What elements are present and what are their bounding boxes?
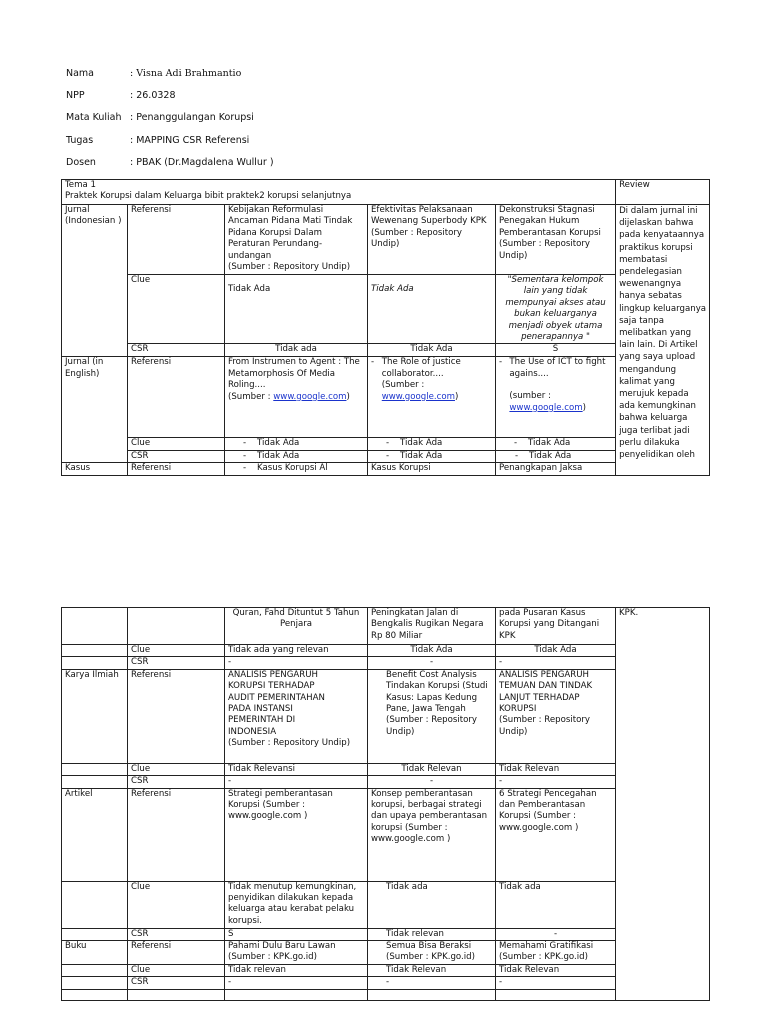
ref-source: (Sumber : Repository Undip)	[499, 715, 590, 737]
clue-cell: Tidak relevan	[225, 965, 368, 977]
csr-cell: Tidak ada	[225, 344, 368, 357]
clue-cell	[368, 438, 496, 450]
ref-title: ANALISIS PENGARUH TEMUAN DAN TINDAK LANJUT TERHADAP KORUPSI	[499, 669, 593, 715]
csr-cell: -	[225, 977, 368, 989]
jurnal-id-ref-3	[496, 205, 616, 275]
header-value: : 26.0328	[130, 90, 176, 101]
empty-cell	[128, 608, 225, 645]
empty-cell	[62, 881, 128, 928]
bullet-dash: -	[386, 450, 390, 461]
csr-cell: -	[225, 776, 368, 788]
empty-cell	[368, 989, 496, 1000]
csr-cell	[496, 450, 616, 462]
csr-value: Tidak Ada	[400, 450, 443, 461]
clue-quote: "Sementara kelompok lain yang tidak mempunyai akses atau bukan keluarganya menjadi obyek utama penerapannya "	[496, 275, 616, 344]
header-label: Dosen	[66, 157, 96, 168]
csr-label: CSR	[128, 977, 225, 989]
buku-ref-1: Pahami Dulu Baru Lawan (Sumber : KPK.go.id)	[225, 941, 368, 965]
ref-title: Efektivitas Pelaksanaan Wewenang Superbody KPK	[371, 205, 487, 227]
empty-cell	[62, 977, 128, 989]
source-close: )	[454, 391, 459, 402]
csr-cell: -	[368, 657, 496, 669]
clue-cell: Tidak ada	[368, 881, 496, 928]
csr-label: CSR	[128, 928, 225, 940]
ref-source: (Sumber : Repository Undip)	[371, 227, 462, 250]
jurnal-en-ref-2	[368, 357, 496, 438]
clue-value: Tidak Ada	[228, 284, 271, 294]
ref-source: (Sumber : Repository Undip)	[228, 262, 351, 273]
empty-cell	[62, 989, 128, 1000]
tema-subtitle: Praktek Korupsi dalam Keluarga bibit praktek2 korupsi selanjutnya	[65, 191, 352, 202]
clue-value: Tidak Ada	[400, 438, 443, 449]
csr-cell: S	[496, 344, 616, 357]
empty-cell	[496, 989, 616, 1000]
clue-cell: Tidak Ada	[368, 645, 496, 657]
ref-title: Dekonstruksi Stagnasi Penegakan Hukum Pemberantasan Korupsi	[499, 205, 601, 238]
karya-ref-1	[225, 669, 368, 763]
csr-cell: -	[496, 657, 616, 669]
clue-cell: Tidak Relevan	[368, 763, 496, 775]
csr-value: Tidak Ada	[529, 450, 572, 461]
ref-source: (Sumber : Repository Undip)	[386, 715, 477, 737]
clue-cell	[225, 275, 368, 344]
artikel-ref-2: Konsep pemberantasan korupsi, berbagai strategi dan upaya pemberantasan korupsi (Sumber : www.google.com )	[368, 788, 496, 881]
kasus-ref-2: Kasus Korupsi	[368, 463, 496, 475]
review-body: Di dalam jurnal ini dijelaskan bahwa pada kenyataannya praktikus korupsi membatasi pendelegasian wewenangnya hanya sebatas lingkup keluarganya saja tanpa melibatkan yang lain lain. Di Artikel yang saya upload mengandung kalimat yang merujuk kepada ada kemungkinan bahwa keluarga juga terlibat jadi perlu dilakuka penyelidikan oleh	[619, 206, 707, 461]
source-close: )	[346, 391, 350, 402]
empty-cell	[62, 965, 128, 977]
kasus-ref-3-cont: pada Pusaran Kasus Korupsi yang Ditangani KPK	[496, 608, 616, 645]
csr-cell: -	[225, 657, 368, 669]
clue-value: Tidak Ada	[528, 438, 571, 449]
clue-cell: Tidak menutup kemungkinan, penyidikan dilakukan kepada keluarga atau kerabat pelaku korupsi.	[225, 881, 368, 928]
clue-value: Tidak Ada	[257, 438, 300, 449]
clue-label: Clue	[128, 438, 225, 450]
csr-cell: -	[368, 977, 496, 989]
bullet-dash: -	[386, 438, 390, 449]
clue-label: Clue	[128, 965, 225, 977]
empty-cell	[62, 776, 128, 788]
empty-cell	[62, 928, 128, 940]
bullet-dash: -	[243, 450, 247, 461]
clue-cell	[368, 275, 496, 344]
bullet-dash: -	[243, 438, 247, 449]
source-prefix: (Sumber :	[228, 391, 274, 402]
ref-title: Kasus Korupsi Al	[257, 463, 328, 474]
header-label: Mata Kuliah	[66, 112, 122, 123]
csr-cell: -	[496, 977, 616, 989]
csr-label: CSR	[128, 450, 225, 462]
kasus-ref-2-cont: Peningkatan Jalan di Bengkalis Rugikan Negara Rp 80 Miliar	[368, 608, 496, 645]
review-text-cont: KPK.	[616, 608, 710, 1001]
header-value: : MAPPING CSR Referensi	[130, 135, 250, 146]
csr-cell: -	[496, 928, 616, 940]
header-label: Nama	[66, 68, 95, 79]
row-label-jurnal-id: Jurnal (Indonesian )	[62, 205, 128, 357]
clue-cell	[225, 438, 368, 450]
tema-title: Tema 1	[65, 180, 96, 190]
referensi-label: Referensi	[128, 463, 225, 475]
tema-cell	[62, 180, 616, 205]
empty-cell	[225, 989, 368, 1000]
review-text	[616, 205, 710, 476]
empty-cell	[62, 608, 128, 645]
referensi-label: Referensi	[128, 669, 225, 763]
clue-value: Tidak Ada	[371, 284, 414, 294]
csr-cell: Tidak Ada	[368, 344, 496, 357]
ref-source: (Sumber : Repository Undip)	[228, 738, 351, 749]
karya-ref-3	[496, 669, 616, 763]
clue-label: Clue	[128, 275, 225, 344]
jurnal-id-ref-1	[225, 205, 368, 275]
row-label-buku: Buku	[62, 941, 128, 965]
csr-label: CSR	[128, 657, 225, 669]
referensi-label: Referensi	[128, 205, 225, 275]
row-label-karya-ilmiah: Karya Ilmiah	[62, 669, 128, 763]
referensi-label: Referensi	[128, 941, 225, 965]
kasus-ref-1	[225, 463, 368, 475]
csr-cell	[225, 450, 368, 462]
referensi-label: Referensi	[128, 357, 225, 438]
ref-source	[228, 392, 364, 403]
csr-cell: -	[496, 776, 616, 788]
jurnal-en-ref-3	[496, 357, 616, 438]
bullet-dash: -	[514, 438, 518, 449]
ref-source: (Sumber :	[381, 380, 425, 391]
empty-cell	[62, 645, 128, 657]
clue-cell: Tidak Relevan	[368, 965, 496, 977]
row-label-kasus: Kasus	[62, 463, 128, 475]
header-label: Tugas	[66, 135, 94, 146]
google-link[interactable]: www.google.com	[381, 391, 455, 402]
google-link[interactable]: www.google.com	[273, 391, 347, 402]
csr-value: Tidak Ada	[257, 450, 300, 461]
ref-title: Benefit Cost Analysis Tindakan Korupsi (Studi Kasus: Lapas Kedung Pane, Jawa Tengah	[386, 669, 488, 715]
ref-title: The Role of justice collaborator....	[381, 357, 461, 379]
bullet-dash: -	[371, 357, 375, 368]
csr-label: CSR	[128, 344, 225, 357]
clue-cell: Tidak ada yang relevan	[225, 645, 368, 657]
clue-cell: Tidak Relevan	[496, 763, 616, 775]
csr-cell: -	[368, 776, 496, 788]
clue-label: Clue	[128, 763, 225, 775]
bullet-dash: -	[515, 450, 519, 461]
google-link[interactable]: www.google.com	[509, 402, 583, 413]
bullet-dash: -	[243, 463, 247, 474]
ref-title: Kebijakan Reformulasi Ancaman Pidana Mati Tindak Pidana Korupsi Dalam Peraturan Perundang-undangan	[228, 205, 353, 261]
jurnal-id-ref-2	[368, 205, 496, 275]
ref-title: From Instrumen to Agent : The Metamorphosis Of Media Roling....	[228, 357, 360, 391]
ref-source: (Sumber : Repository Undip)	[499, 239, 590, 261]
ref-source: (sumber :	[509, 391, 551, 402]
kasus-ref-1-cont: Quran, Fahd Dituntut 5 Tahun Penjara	[225, 608, 368, 645]
artikel-ref-1: Strategi pemberantasan Korupsi (Sumber : www.google.com )	[225, 788, 368, 881]
csr-cell: Tidak relevan	[368, 928, 496, 940]
artikel-ref-3: 6 Strategi Pencegahan dan Pemberantasan Korupsi (Sumber : www.google.com )	[496, 788, 616, 881]
clue-cell: Tidak ada	[496, 881, 616, 928]
review-header: Review	[616, 180, 710, 205]
mapping-table-2	[61, 607, 710, 1001]
clue-cell: Tidak Relevansi	[225, 763, 368, 775]
referensi-label: Referensi	[128, 788, 225, 881]
csr-cell: S	[225, 928, 368, 940]
karya-ref-2	[368, 669, 496, 763]
row-label-jurnal-en: Jurnal (in English)	[62, 357, 128, 463]
jurnal-en-ref-1	[225, 357, 368, 438]
clue-label: Clue	[128, 881, 225, 928]
kasus-ref-3: Penangkapan Jaksa	[496, 463, 616, 475]
header-value: : Visna Adi Brahmantio	[130, 68, 242, 79]
clue-label: Clue	[128, 645, 225, 657]
source-close: )	[582, 402, 586, 413]
empty-cell	[62, 657, 128, 669]
csr-label: CSR	[128, 776, 225, 788]
header-label: NPP	[66, 90, 85, 101]
header-value: : Penanggulangan Korupsi	[130, 112, 254, 123]
header-value: : PBAK (Dr.Magdalena Wullur )	[130, 157, 274, 168]
csr-cell	[368, 450, 496, 462]
ref-title: The Use of ICT to fight agains....	[509, 357, 606, 379]
row-label-artikel: Artikel	[62, 788, 128, 881]
mapping-table-1	[61, 179, 710, 476]
buku-ref-3: Memahami Gratifikasi (Sumber : KPK.go.id)	[496, 941, 616, 965]
clue-cell: Tidak Relevan	[496, 965, 616, 977]
clue-cell: Tidak Ada	[496, 645, 616, 657]
ref-title: ANALISIS PENGARUH KORUPSI TERHADAP AUDIT PEMERINTAHAN PADA INSTANSI PEMERINTAH DI INDONESIA	[228, 669, 325, 737]
bullet-dash: -	[499, 357, 503, 368]
empty-cell	[128, 989, 225, 1000]
empty-cell	[62, 763, 128, 775]
clue-cell	[496, 438, 616, 450]
buku-ref-2: Semua Bisa Beraksi (Sumber : KPK.go.id)	[368, 941, 496, 965]
